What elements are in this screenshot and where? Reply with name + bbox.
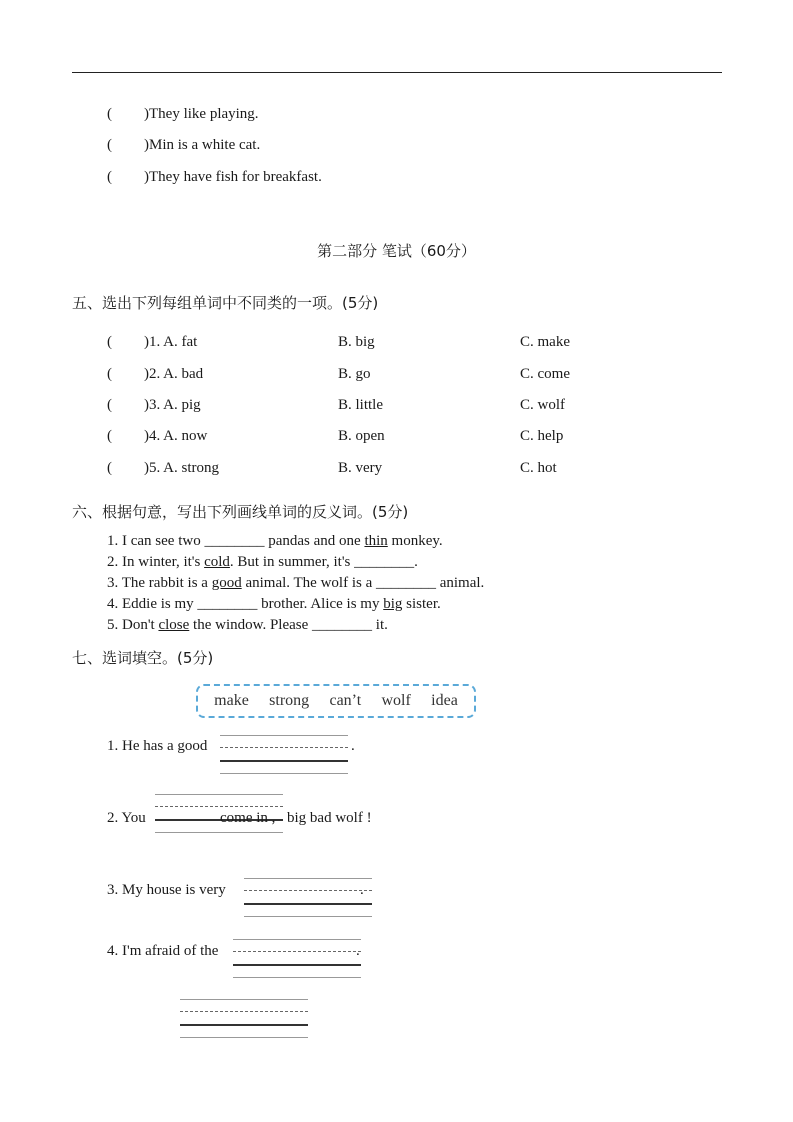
option-a: )1. A. fat <box>144 334 198 350</box>
option-a: )3. A. pig <box>144 397 201 413</box>
word-bank-item: can’t <box>329 692 362 709</box>
phrase-come-in: come in , <box>220 810 276 826</box>
word-bank-item: strong <box>269 692 310 709</box>
sentence-text: )They like playing. <box>144 106 259 122</box>
option-b: B. little <box>338 397 383 413</box>
option-c: C. help <box>520 428 564 444</box>
option-b: B. big <box>338 334 375 350</box>
option-b: B. go <box>338 366 371 382</box>
word-bank-item: idea <box>431 692 458 709</box>
option-c: C. wolf <box>520 397 565 413</box>
answer-paren: ( <box>107 106 112 122</box>
answer-paren: ( <box>107 428 112 444</box>
fill-question-2: 2. You <box>107 810 146 826</box>
sentence-text: )They have fish for breakfast. <box>144 169 322 185</box>
phrase-big-bad-wolf: big bad wolf ! <box>287 810 372 826</box>
period: . <box>356 943 360 959</box>
period: . <box>351 738 355 754</box>
antonym-sentence: 2. In winter, it's cold. But in summer, it's ________. <box>107 554 418 570</box>
section6-heading: 六、根据句意，写出下列画线单词的反义词。(5分) <box>72 503 409 521</box>
section7-heading: 七、选词填空。(5分) <box>72 649 214 667</box>
writing-lines[interactable] <box>233 939 361 977</box>
answer-paren: ( <box>107 366 112 382</box>
word-bank-item: make <box>214 692 249 709</box>
underlined-word: close <box>158 617 190 633</box>
answer-paren: ( <box>107 169 112 185</box>
underlined-word: cold <box>204 554 230 570</box>
part2-title: 第二部分 笔试（60分） <box>317 242 476 260</box>
answer-paren: ( <box>107 137 112 153</box>
underlined-word: thin <box>364 533 388 549</box>
word-bank <box>196 684 476 718</box>
fill-question-3: 3. My house is very <box>107 882 226 898</box>
option-a: )2. A. bad <box>144 366 204 382</box>
answer-paren: ( <box>107 334 112 350</box>
fill-question-4: 4. I'm afraid of the <box>107 943 219 959</box>
option-a: )4. A. now <box>144 428 208 444</box>
answer-paren: ( <box>107 460 112 476</box>
section5-heading: 五、选出下列每组单词中不同类的一项。(5分) <box>72 294 379 312</box>
option-c: C. come <box>520 366 570 382</box>
antonym-sentence: 3. The rabbit is a good animal. The wolf is a ________ animal. <box>107 575 485 591</box>
sentence-text: )Min is a white cat. <box>144 137 261 153</box>
option-c: C. hot <box>520 460 557 476</box>
antonym-sentence: 1. I can see two ________ pandas and one thin monkey. <box>107 533 443 549</box>
period: . <box>360 882 364 898</box>
option-c: C. make <box>520 334 570 350</box>
writing-lines[interactable] <box>220 735 348 773</box>
answer-paren: ( <box>107 397 112 413</box>
writing-lines[interactable] <box>244 878 372 916</box>
writing-lines[interactable] <box>180 999 308 1037</box>
antonym-sentence: 4. Eddie is my ________ brother. Alice is my big sister. <box>107 596 441 612</box>
option-a: )5. A. strong <box>144 460 219 476</box>
fill-question-1: 1. He has a good <box>107 738 208 754</box>
top-rule <box>72 72 722 73</box>
underlined-word: big <box>383 596 403 612</box>
antonym-sentence: 5. Don't close the window. Please ________ it. <box>107 617 388 633</box>
underlined-word: good <box>211 575 242 591</box>
word-bank-item: wolf <box>381 692 411 709</box>
option-b: B. very <box>338 460 383 476</box>
option-b: B. open <box>338 428 385 444</box>
